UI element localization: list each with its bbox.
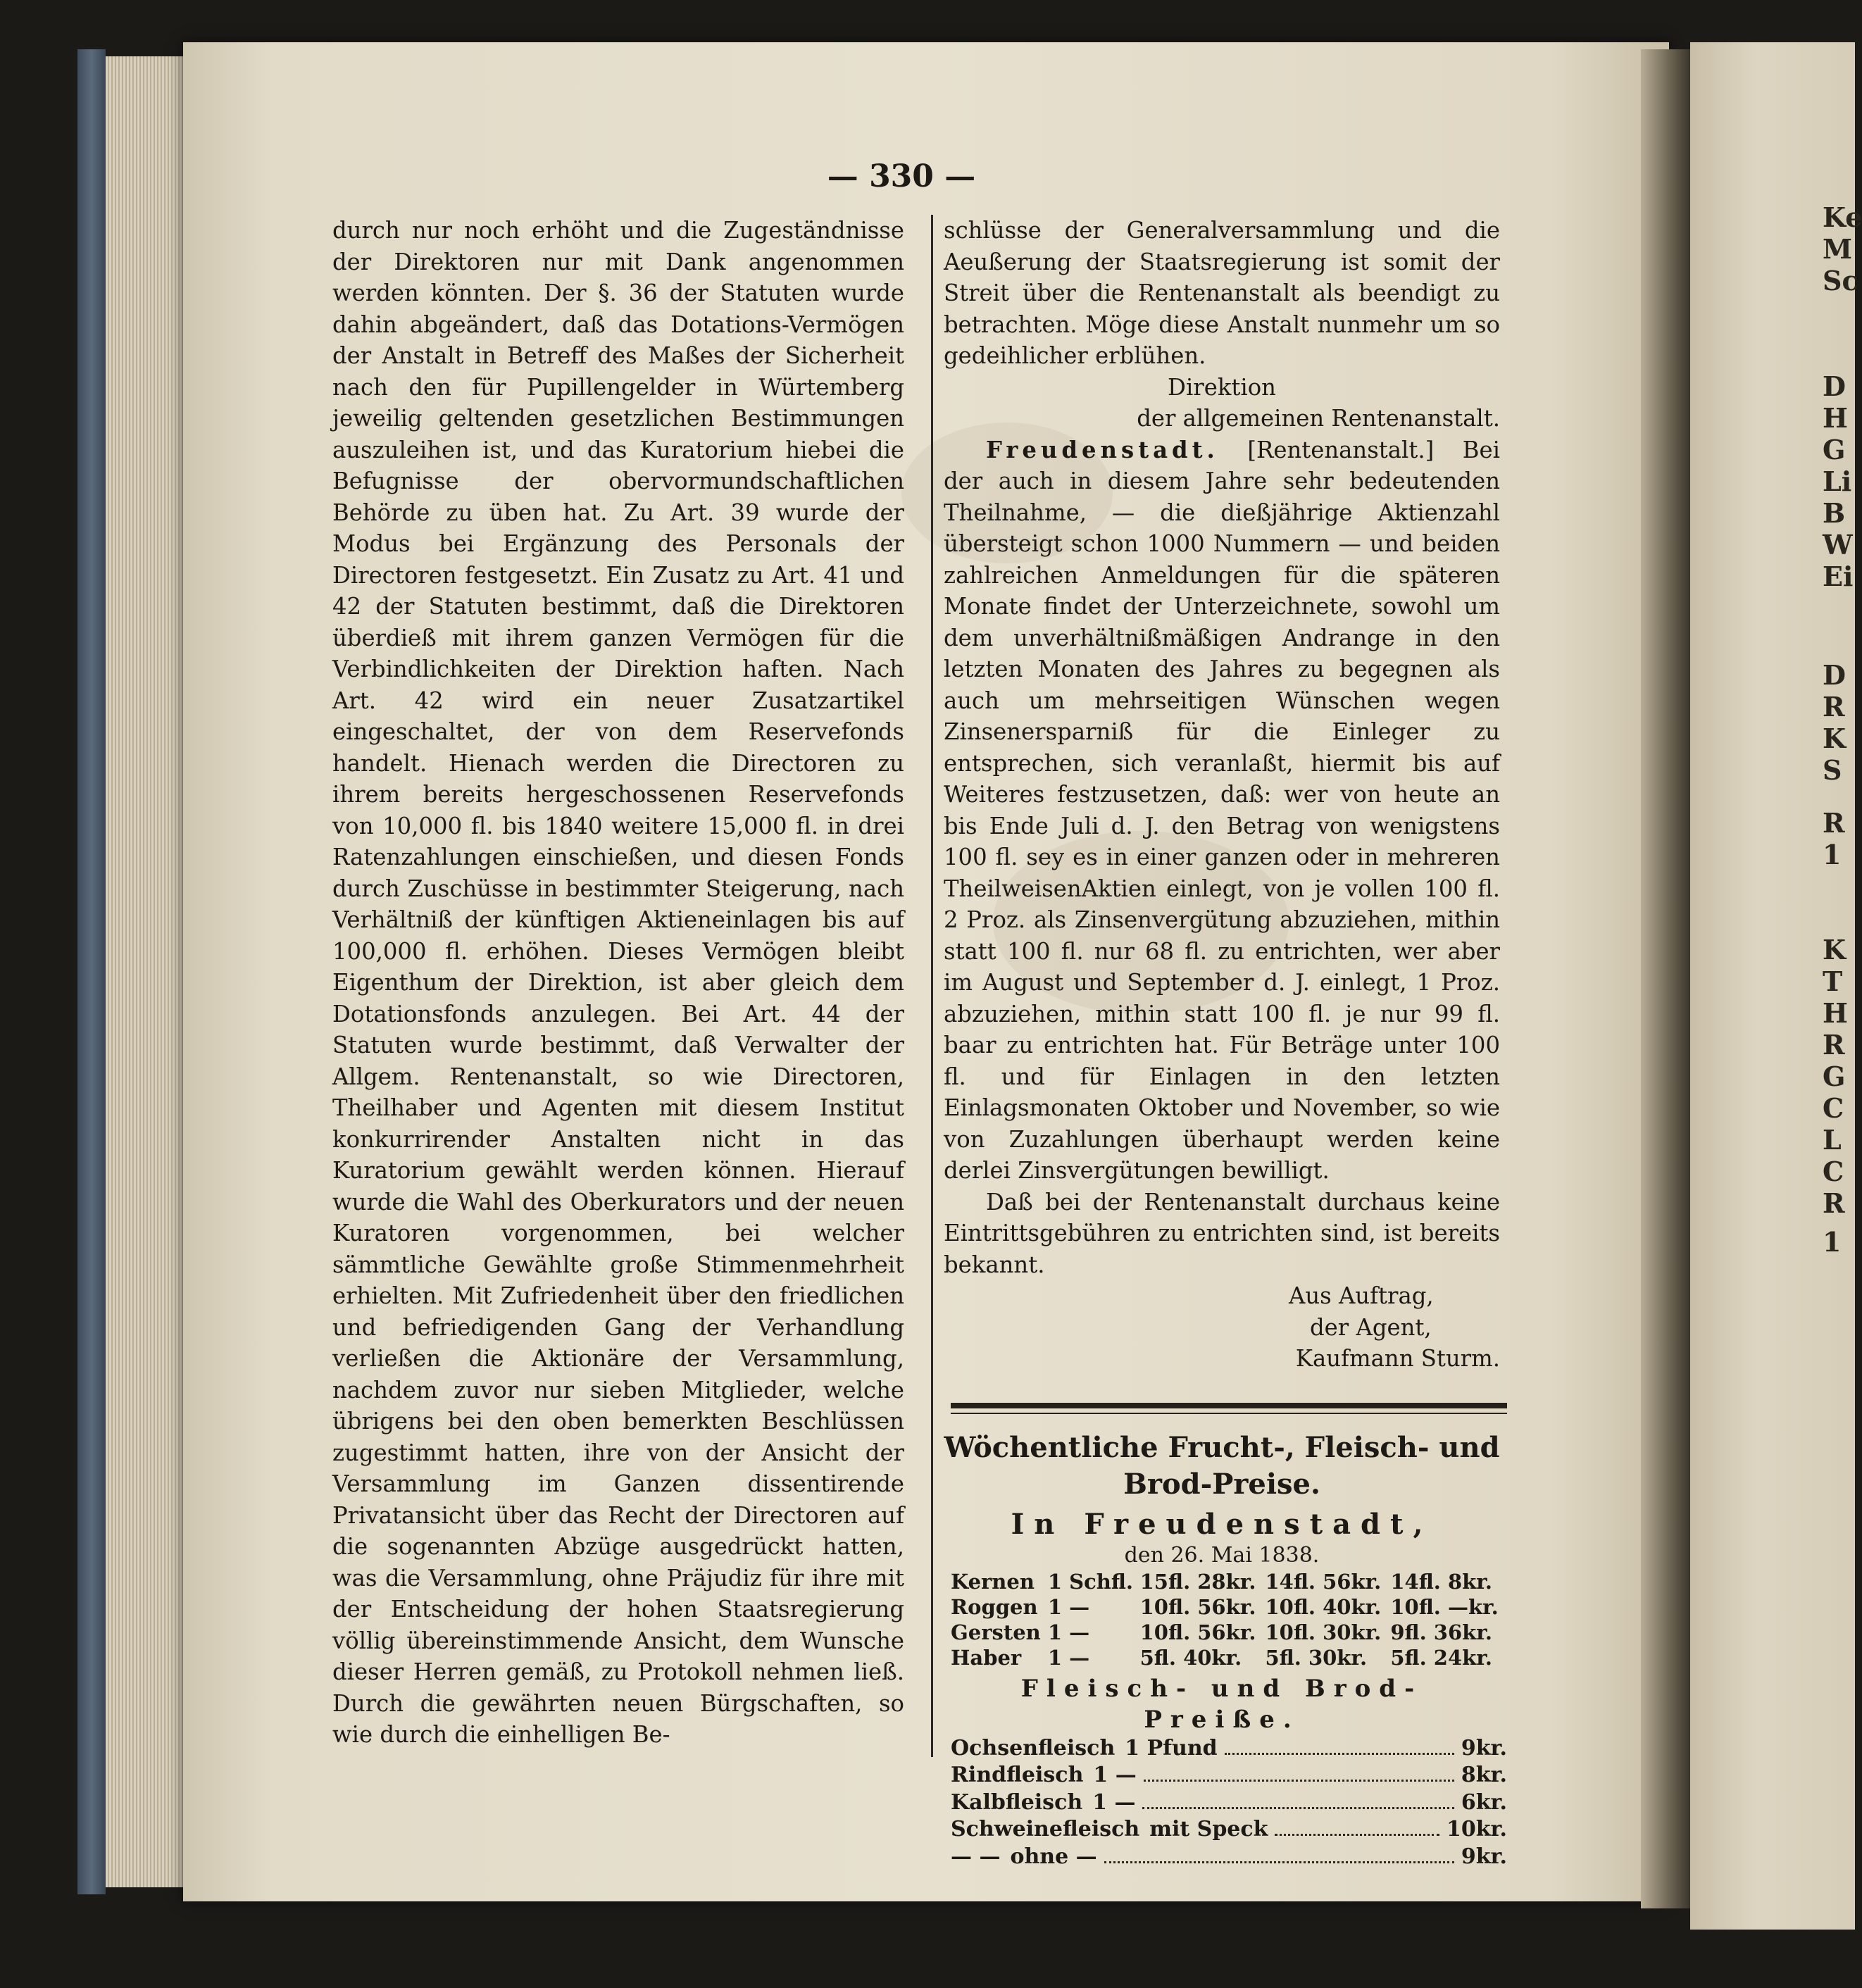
notice-text: [Rentenanstalt.] Bei der auch in diesem Jahre sehr bedeutenden Theilnahme, — die dießjährige Aktienzahl übersteigt schon 1000 Nummern — und beiden zahlreichen Anmeldungen für die späteren Monate findet der Unterzeichnete, sowohl um dem unverhältnißmäßigen Andrange in den letzten Monaten des Jahres zu begegnen als auch um mehrseitigen Wünschen wegen Zinsenersparniß für die Einleger zu entsprechen, sich veranlaßt, hiermit bis auf Weiteres festzusetzen, daß: wer von heute an bis Ende Juli d. J. den Betrag von wenigstens 100 fl. sey es in einer ganzen oder in mehreren TheilweisenAktien einlegt, von je vollen 100 fl. 2 Proz. als Zinsenvergütung abzuziehen, mithin statt 100 fl. nur 68 fl. zu entrichten, wer aber im August und September d. J. einlegt, 1 Proz. abzuziehen, mithin statt 100 fl. je nur 99 fl. baar zu entrichten hat. Für Beträge unter 100 fl. und für Einlagen in den letzten Einlagsmonaten Oktober und November, so wie von Zuzahlungen überhaupt werden keine derlei Zinsvergütungen bewilligt. xyxy=(944,436,1500,1184)
grain-price-high: 5fl. 40kr. xyxy=(1139,1645,1242,1670)
prices-date: den 26. Mai 1838. xyxy=(1124,1542,1320,1568)
left-column-text: durch nur noch erhöht und die Zugeständnisse der Direktoren nur mit Dank angenommen werden könnten. Der §. 36 der Statuten wurde dahin abgeändert, daß das Dotations-Vermögen der Anstalt in Betreff des Maßes der Sicherheit nach den für Pupillengelder in Würtemberg jeweilig geltenden gesetzlichen Bestimmungen auszuleihen ist, und das Kuratorium hiebei die Befugnisse der obervormundschaftlichen Behörde zu üben hat. Zu Art. 39 wurde der Modus bei Ergänzung des Personals der Directoren festgesetzt. Ein Zusatz zu Art. 41 und 42 der Statuten bestimmt, daß die Direktoren überdieß mit ihrem ganzen Vermögen für die Verbindlichkeiten der Direktion haften. Nach Art. 42 wird ein neuer Zusatzartikel eingeschaltet, der von dem Reservefonds handelt. Hienach werden die Directoren zu ihrem bereits hergeschossenen Reservefonds von 10,000 fl. bis 1840 weitere 15,000 fl. in drei Ratenzahlungen einschießen, und diesen Fonds durch Zuschüsse in bestimmter Steigerung, nach Verhältniß der künftigen Aktieneinlagen bis auf 100,000 fl. erhöhen. Dieses Vermögen bleibt Eigenthum der Direktion, ist aber gleich dem Dotationsfonds anzulegen. Bei Art. 44 der Statuten wurde bestimmt, daß Verwalter der Allgem. Rentenanstalt, so wie Directoren, Theilhaber und Agenten mit diesem Institut konkurrirender Anstalten nicht in das Kuratorium gewählt werden können. Hierauf wurde die Wahl des Oberkurators und der neuen Kuratoren vorgenommen, bei welcher sämmtliche Gewählte große Stimmenmehrheit erhielten. Mit Zufriedenheit über den friedlichen und befriedigenden Gang der Verhandlung verließen die Aktionäre der Versammlung, nachdem zuvor nur sieben Mitglieder, welche übrigens bei den oben bemerkten Beschlüssen zugestimmt hatten, ihre von der Ansicht der Versammlung im Ganzen dissentirende Privatansicht über das Recht der Directoren auf die sogenannten Abzüge ausgedrückt hatten, was die Versammlung, ohne Präjudiz für ihre mit der Entscheidung der hohen Staatsregierung völlig übereinstimmende Ansicht, dem Wunsche dieser Herren gemäß, zu Protokoll nehmen ließ. Durch die gewährten neuen Bürgschaften, so wie durch die einhelligen Be- xyxy=(332,217,904,1748)
book-spine xyxy=(77,49,106,1894)
notice-paragraph-2: Daß bei der Rentenanstalt durchaus keine Eintrittsgebühren zu entrichten sind, ist bereits bekannt. xyxy=(944,1188,1500,1278)
meat-price: 6kr. xyxy=(1461,1789,1507,1815)
page-fragment: Li xyxy=(1823,465,1852,497)
grain-price-mid: 5fl. 30kr. xyxy=(1265,1645,1368,1670)
meat-name: — — xyxy=(951,1844,1001,1869)
direktion-institution: der allgemeinen Rentenanstalt. xyxy=(1137,405,1500,432)
section-rule xyxy=(951,1413,1507,1414)
grain-name: Roggen xyxy=(951,1594,1038,1619)
meat-qty: 1 — xyxy=(1093,1763,1137,1787)
list-item xyxy=(951,1844,1507,1871)
page-fragment: Ei xyxy=(1823,561,1854,592)
grain-price-high: 15fl. 28kr. xyxy=(1139,1569,1256,1594)
page-fragment: R xyxy=(1823,1029,1845,1061)
column-divider xyxy=(931,215,933,1757)
grain-name: Haber xyxy=(951,1645,1022,1670)
notice-place: Freudenstadt. xyxy=(986,436,1219,463)
list-item xyxy=(951,1762,1507,1789)
meat-prices-title: Fleisch- und Brod-Preiße. xyxy=(1020,1674,1423,1734)
table-row xyxy=(951,1569,1507,1594)
page-fragment: 1 xyxy=(1823,1226,1842,1258)
continuation-text: schlüsse der Generalversammlung und die Aeußerung der Staatsregierung ist somit der Streit über die Rentenanstalt als beendigt zu betrachten. Möge diese Anstalt nunmehr um so gedeihlicher erblühen. xyxy=(944,217,1500,369)
dot-leader xyxy=(1142,1799,1454,1809)
page-fragment: K xyxy=(1823,723,1847,754)
grain-qty: 1 — xyxy=(1047,1645,1090,1670)
grain-price-low: 5fl. 24kr. xyxy=(1390,1645,1492,1670)
meat-price-list xyxy=(951,1735,1507,1871)
page-fragment: R xyxy=(1823,691,1845,723)
page-fragment: D xyxy=(1823,370,1846,402)
adjacent-page xyxy=(1690,42,1862,1930)
page-fragment: 1 xyxy=(1823,839,1842,870)
right-column xyxy=(944,215,1507,1869)
list-item xyxy=(951,1735,1507,1763)
meat-price: 9kr. xyxy=(1461,1735,1507,1761)
list-item xyxy=(951,1816,1507,1844)
table-row xyxy=(951,1620,1507,1645)
meat-qty: 1 — xyxy=(1092,1789,1136,1815)
grain-qty: 1 — xyxy=(1047,1594,1090,1619)
meat-price: 8kr. xyxy=(1461,1763,1507,1787)
page-fragment: H xyxy=(1823,997,1848,1029)
page-fragment: L xyxy=(1823,1124,1842,1156)
page-fragment: C xyxy=(1823,1156,1844,1187)
page-edges xyxy=(106,56,190,1887)
meat-price: 9kr. xyxy=(1461,1844,1507,1869)
list-item xyxy=(951,1789,1507,1817)
page-fragment: M xyxy=(1823,233,1853,265)
section-rule xyxy=(951,1403,1507,1408)
meat-name: Schweinefleisch xyxy=(951,1817,1140,1842)
page-fragment: H xyxy=(1823,402,1848,434)
page-fragment: W xyxy=(1823,529,1853,561)
table-row xyxy=(951,1594,1507,1620)
direktion-line: Direktion xyxy=(1168,373,1276,401)
page-number: — 330 — xyxy=(827,158,976,194)
left-column xyxy=(332,215,904,1856)
grain-price-table xyxy=(951,1569,1507,1670)
page-fragment: C xyxy=(1823,1092,1844,1124)
signature-name: Kaufmann Sturm. xyxy=(1295,1345,1500,1372)
signature-line: der Agent, xyxy=(1310,1313,1432,1341)
dot-leader xyxy=(1104,1853,1454,1863)
page-fragment: T xyxy=(1823,965,1843,997)
prices-heading: Wöchentliche Frucht-, Fleisch- und xyxy=(944,1430,1500,1464)
dot-leader xyxy=(1275,1825,1439,1836)
signature-line: Aus Auftrag, xyxy=(1289,1282,1434,1309)
page-gutter xyxy=(1641,49,1690,1908)
grain-name: Kernen xyxy=(951,1569,1035,1594)
dot-leader xyxy=(1144,1771,1454,1782)
grain-price-low: 9fl. 36kr. xyxy=(1390,1620,1492,1644)
grain-price-low: 14fl. 8kr. xyxy=(1390,1569,1492,1594)
prices-heading: Brod-Preise. xyxy=(1123,1467,1320,1501)
dot-leader xyxy=(1225,1744,1454,1755)
grain-price-high: 10fl. 56kr. xyxy=(1139,1620,1256,1644)
meat-name: Kalbfleisch xyxy=(951,1789,1083,1815)
page-fragment: G xyxy=(1823,434,1846,465)
page-fragment: Sc xyxy=(1823,265,1858,296)
grain-price-mid: 10fl. 30kr. xyxy=(1265,1620,1382,1644)
meat-qty: mit Speck xyxy=(1149,1817,1268,1842)
meat-qty: 1 Pfund xyxy=(1125,1735,1218,1761)
grain-price-mid: 10fl. 40kr. xyxy=(1265,1594,1382,1619)
meat-price: 10kr. xyxy=(1446,1817,1507,1842)
meat-name: Rindfleisch xyxy=(951,1763,1084,1787)
page-fragment: S xyxy=(1823,754,1842,786)
page-fragment: D xyxy=(1823,659,1846,691)
page-fragment: B xyxy=(1823,497,1846,529)
page-fragment: R xyxy=(1823,807,1845,839)
grain-name: Gersten xyxy=(951,1620,1041,1644)
grain-qty: 1 Schfl. xyxy=(1047,1569,1134,1594)
page-fragment: Ke xyxy=(1823,201,1862,233)
grain-price-low: 10fl. —kr. xyxy=(1390,1594,1499,1619)
page-fragment: R xyxy=(1823,1187,1845,1219)
meat-name: Ochsenfleisch xyxy=(951,1735,1116,1761)
page-fragment: G xyxy=(1823,1061,1846,1092)
meat-qty: ohne — xyxy=(1010,1844,1097,1869)
prices-town: In Freudenstadt, xyxy=(1011,1507,1433,1541)
page-fragment: K xyxy=(1823,934,1847,965)
grain-qty: 1 — xyxy=(1047,1620,1090,1644)
table-row xyxy=(951,1645,1507,1670)
grain-price-high: 10fl. 56kr. xyxy=(1139,1594,1256,1619)
grain-price-mid: 14fl. 56kr. xyxy=(1265,1569,1382,1594)
notice-paragraph xyxy=(944,435,1500,1187)
